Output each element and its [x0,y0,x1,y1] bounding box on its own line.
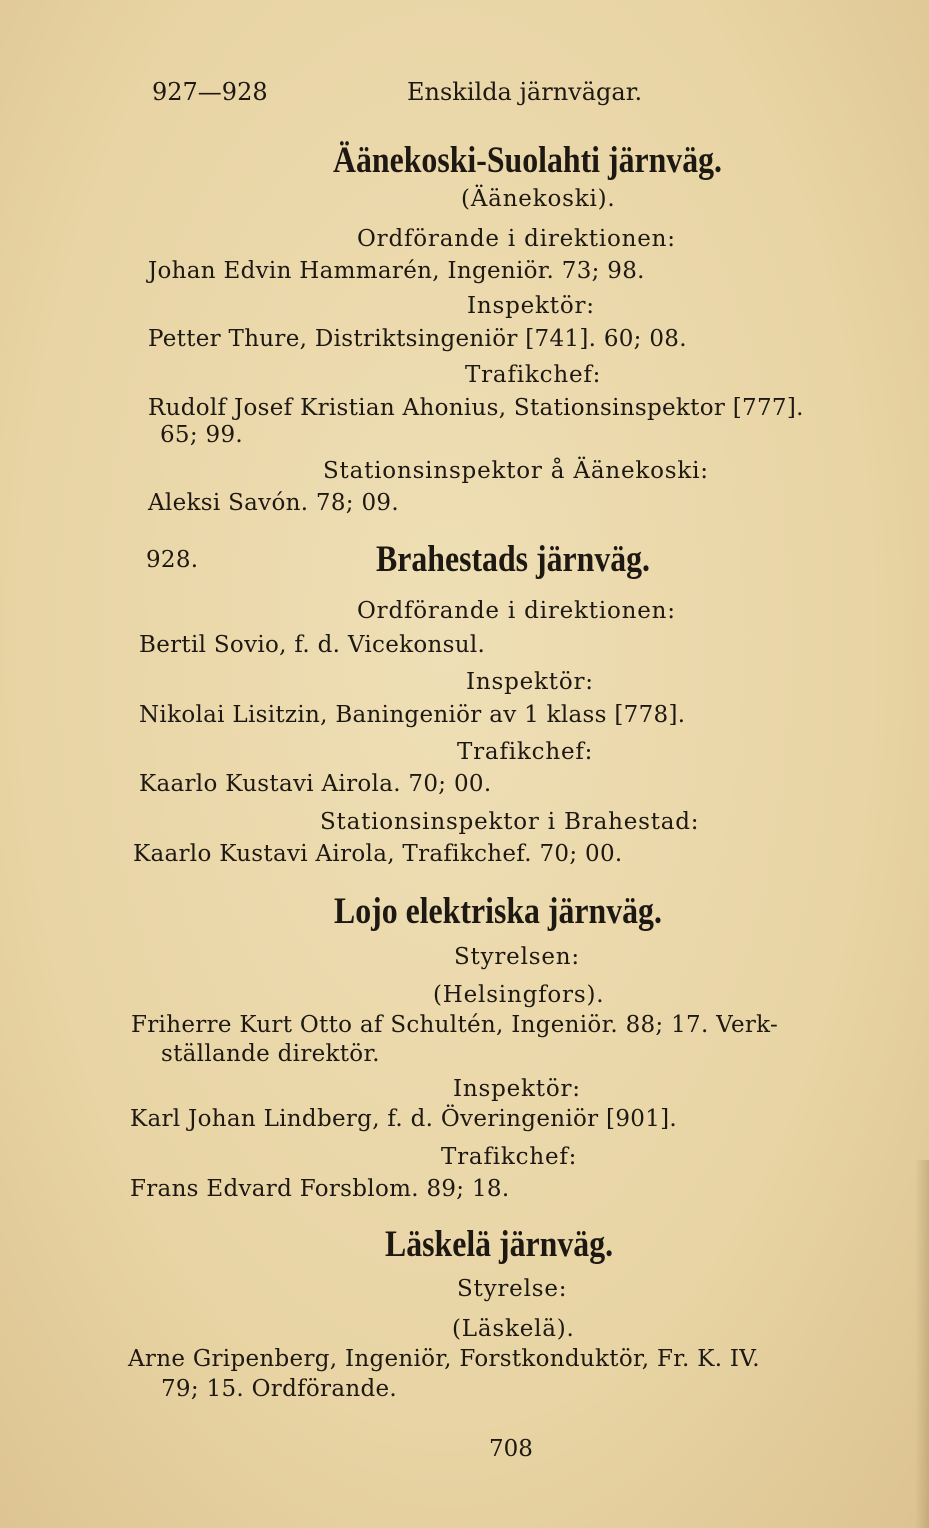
entry-airola-2: Kaarlo Kustavi Airola, Trafikchef. 70; 00. [133,841,623,867]
place-laskela: (Läskelä). [452,1316,575,1342]
label-inspektor-3: Inspektör: [453,1076,581,1102]
label-trafikchef-3: Trafikchef: [441,1144,578,1170]
section-heading-lojo: Lojo elektriska järnväg. [334,891,662,932]
entry-thure: Petter Thure, Distriktsingeniör [741]. 60; 08. [148,326,687,352]
entry-lisitzin: Nikolai Lisitzin, Baningeniör av 1 klass [778]. [139,702,686,728]
entry-forsblom: Frans Edvard Forsblom. 89; 18. [130,1176,510,1202]
section-number-928: 928. [146,547,199,573]
label-ordforande-2: Ordförande i direktionen: [357,598,676,624]
label-trafikchef-2: Trafikchef: [457,739,594,765]
label-styrelsen: Styrelsen: [454,944,580,970]
running-head-pages: 927—928 [152,78,268,106]
entry-ahonius: Rudolf Josef Kristian Ahonius, Stationsinspektor [777]. [148,395,804,421]
entry-schulten: Friherre Kurt Otto af Schultén, Ingeniör. 88; 17. Verk- [131,1012,779,1038]
label-inspektor-1: Inspektör: [467,293,595,319]
entry-schulten-cont: ställande direktör. [161,1041,380,1067]
entry-airola-1: Kaarlo Kustavi Airola. 70; 00. [139,771,492,797]
section-heading-laskela: Läskelä järnväg. [385,1224,614,1265]
label-ordforande-1: Ordförande i direktionen: [357,226,676,252]
entry-sovio: Bertil Sovio, f. d. Vicekonsul. [139,632,486,658]
label-trafikchef-1: Trafikchef: [465,362,602,388]
entry-gripenberg-cont: 79; 15. Ordförande. [161,1376,398,1402]
section-heading-aanekoski: Äänekoski-Suolahti järnväg. [333,140,722,181]
entry-savon: Aleksi Savón. 78; 09. [148,490,399,516]
section-heading-brahestad: Brahestads järnväg. [376,539,651,580]
label-styrelse: Styrelse: [457,1276,568,1302]
entry-ahonius-years: 65; 99. [160,422,244,448]
page-number: 708 [489,1436,533,1462]
page-edge-shadow [915,1160,929,1528]
label-stationsinspektor-1: Stationsinspektor å Äänekoski: [323,458,709,484]
entry-hammaren: Johan Edvin Hammarén, Ingeniör. 73; 98. [148,258,645,284]
place-helsingfors: (Helsingfors). [433,982,605,1008]
entry-gripenberg: Arne Gripenberg, Ingeniör, Forstkonduktör, Fr. K. IV. [128,1346,760,1372]
label-stationsinspektor-2: Stationsinspektor i Brahestad: [320,809,700,835]
place-aanekoski: (Äänekoski). [461,186,616,212]
entry-lindberg: Karl Johan Lindberg, f. d. Överingeniör [901]. [130,1106,678,1132]
label-inspektor-2: Inspektör: [466,669,594,695]
running-head-title: Enskilda järnvägar. [407,78,643,106]
